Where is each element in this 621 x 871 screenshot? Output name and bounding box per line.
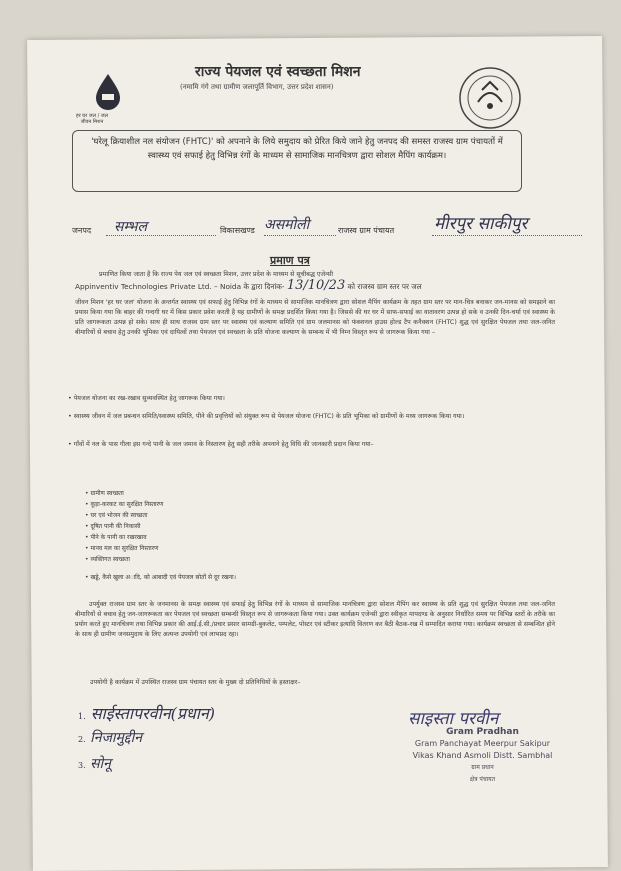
village-value: मीरपुर साकीपुर <box>434 214 528 234</box>
intro-line-1: प्रमाणित किया जाता है कि राज्य पेय जल एवं स्वच्छता मिशन, उत्तर प्रदेश के माध्यम से सूचीबद्ध एजेन्सी <box>99 271 333 278</box>
logo-caption: हर घर जल / जल जीवन मिशन <box>76 113 108 125</box>
intro-line-2 <box>75 278 555 293</box>
agency-text: Appinventiv Technologies Private Ltd. – Noida के द्वारा दिनांक- <box>75 282 285 291</box>
sub-points-list <box>85 488 163 565</box>
programme-date: 13/10/23 <box>286 278 346 293</box>
list-item: • ग्रामीण स्वच्छता <box>85 488 163 499</box>
block-value: असमोली <box>264 217 310 233</box>
closing-paragraph: उपर्युक्त राजस्व ग्राम स्तर के जनमानस के समक्ष स्वास्थ्य एवं सफाई हेतु विभिन्न रंगों के माध्यम से सामाजिक मानचित्रण द्वारा सोशल मैपिंग कर स्वास्थ्य के प्रति शुद्ध एवं सुरक्षित पेयजल तथा जल-जनित बीमारियों से बचाव हेतु जन-जागरूकता कर पेयजल एवं स्वच्छता सम्बन्धी विस्तृत रूप से जागरूकता किया गया। उक्त कार्यक्रम एजेन्सी द्वारा स्वीकृत मापदण्ड के अनुसार निर्धारित समय पर विभिन्न स्तरों के तरीके का प्रयोग करते हुए मानचित्रण तथा विभिन्न प्रकार की आई.ई.सी./प्रचार प्रसार सामग्री-बुकलेट, पम्पलेट, पोस्टर एवं स्टीकर इत्यादि वितरण कर बैठी बैठक-रख में सम्पादित कराया गया। कार्यक्रम स्वच्छता से सम्बन्धित होने के साथ ही ग्रामीण जनसमुदाय के लिए अत्यन्त उपयोगी एवं लाभप्रद रहा। <box>75 601 555 638</box>
village-label: राजस्व ग्राम पंचायत <box>338 226 395 235</box>
block-label: विकासखण्ड <box>220 226 255 235</box>
list-item: • पीने के पानी का रखरखाव <box>85 532 163 543</box>
list-item: • मानव मल का सुरक्षित निस्तारण <box>85 543 163 554</box>
point-1: • पेयजल योजना का रख-रखाव सुव्यवस्थित हेतु जागरूक किया गया। <box>68 395 225 402</box>
list-item: • व्यक्तिगत स्वच्छता <box>85 554 163 565</box>
location-line <box>72 215 592 243</box>
programme-banner: 'घरेलू क्रियाशील नल संयोजन (FHTC)' को अपनाने के लिये समुदाय को प्रेरित किये जाने हेतु जनपद की समस्त राजस्व ग्राम पंचायतों में स्वास्थ्य एवं सफाई हेतु विभिन्न रंगों के माध्यम से सामाजिक मानचित्रण द्वारा सोशल मैपिंग कार्यक्रम। <box>72 130 522 192</box>
list-item: • कूड़ा-करकट का सुरक्षित निस्तारण <box>85 499 163 510</box>
list-item: • दूषित पानी की निकासी <box>85 521 163 532</box>
intro-paragraph: जीवन मिशन 'हर घर जल' योजना के अन्तर्गत स्वास्थ्य एवं सफाई हेतु विभिन्न रंगों के माध्यम से सामाजिक मानचित्रण द्वारा सोशल मैपिंग कार्यक्रम के तहत ग्राम स्तर पर मान-चित्र बनाकर जन-मानस को समझाने का प्रयास किया गया कि बाहर की गन्दगी घर में किस प्रकार प्रवेश करती है यह ग्रामीणों के समक्ष प्रदर्शित किया गया है। जिससे की घर घर में साफ-सफाई का वातावरण उत्पन्न हो सके व उनकी दिन-चर्या एवं स्वास्थ्य के प्रति जागरूकता उत्पन्न हो सके। साथ ही साथ राजस्व ग्राम स्तर पर स्वास्थ्य एवं कल्याण समिति एवं ग्राम जलमानस को फंक्शनल हाउस होल्ड टैप कनैक्शन (FHTC) शुद्ध एवं सुरक्षित पेयजल तथा जल-जनित बीमारियों से बचाव हेतु उनकी भूमिका एवं दायित्वों तथा पेयजल एवं स्वच्छता के प्रति योजना कल्याण के सम्बन्ध में भी निम्न विस्तृत रूप से जागरूक किया गया – <box>75 299 555 336</box>
pradhan-stamp: Gram Pradhan Gram Panchayat Meerpur Sakipur Vikas Khand Asmoli Distt. Sambhal ग्राम प्रधान क्षेत्र पंचायत <box>412 727 553 783</box>
last-point: • खड्डे, कैसे खुला अादि, को आबादी एवं पेयजल स्रोतों से दूर रखना। <box>85 572 236 583</box>
certificate-title: प्रमाण पत्र <box>270 254 310 267</box>
header-title: राज्य पेयजल एवं स्वच्छता मिशन <box>195 64 361 80</box>
district-label: जनपद <box>72 226 92 235</box>
signature-3: 3. सोनू <box>78 756 111 772</box>
point-3: • गाँवों में नल के पास गीला इस गन्दे पानी के जल जमाव के निस्तारण हेतु सही तरीके अपनाने हेतु विधि की जानकारी प्रदान किया गया– <box>68 441 374 448</box>
signature-1: 1. साईस्तापरवीन(प्रधान) <box>78 704 216 723</box>
header-subtitle: (नमामि गंगे तथा ग्रामीण जलापूर्ति विभाग, उत्तर प्रदेश शासन) <box>180 83 334 91</box>
agency-text-2: को राजस्व ग्राम स्तर पर जल <box>347 282 422 291</box>
witness-note: उपयोगी है कार्यक्रम में उपस्थित राजस्व ग्राम पंचायत स्तर के मुख्य दो प्रतिनिधियों के हस्ताक्षर– <box>90 679 301 686</box>
signature-2: 2. निजामुद्दीन <box>78 730 143 746</box>
point-2: • स्वास्थ्य जीवन में जल प्रबन्धन समिति/स्वास्थ्य समिति, पीने की प्रवृत्तियों को संयुक्त रूप से पेयजल योजना (FHTC) के प्रति भूमिका को ग्रामीणों के मध्य जागरूक किया गया। <box>68 413 465 420</box>
pradhan-signature: साइस्ता परवीन <box>408 709 499 729</box>
list-item: • घर एवं भोजन की स्वच्छता <box>85 510 163 521</box>
district-value: सम्भल <box>114 219 147 235</box>
up-govt-seal-icon <box>458 66 522 130</box>
